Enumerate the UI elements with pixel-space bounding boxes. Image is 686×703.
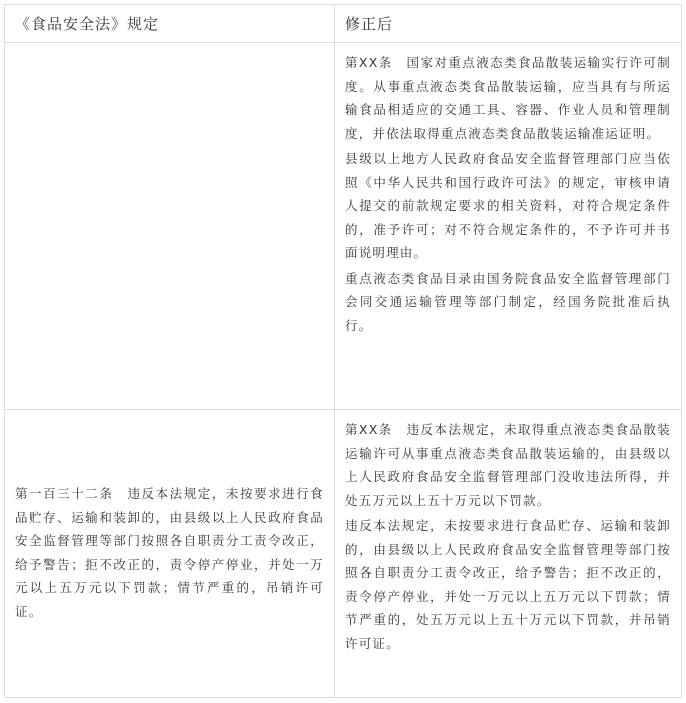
table-row xyxy=(5,410,682,698)
table-row xyxy=(5,43,682,410)
row-1-revised-cell xyxy=(335,43,682,410)
row-1-revised-paragraph: 县级以上地方人民政府食品安全监督管理部门应当依照《中华人民共和国行政许可法》的规定，审核申请人提交的前款规定要求的相关资料，对符合规定条件的，准予许可；对不符合规定条件的，不予许可并书面说明理由。 xyxy=(345,151,671,260)
header-original-law: 《食品安全法》规定 xyxy=(5,5,335,43)
header-revised: 修正后 xyxy=(335,5,682,43)
table-header-row xyxy=(5,5,682,43)
row-2-revised-paragraph: 第XX条 违反本法规定，未取得重点液态类食品散装运输许可从事重点液态类食品散装运输的，由县级以上人民政府食品安全监督管理部门没收违法所得，并处五万元以上五十万元以下罚款。 xyxy=(345,422,671,508)
row-1-revised-paragraph: 第XX条 国家对重点液态类食品散装运输实行许可制度。从事重点液态类食品散装运输，应当具有与所运输食品相适应的交通工具、容器、作业人员和管理制度，并依法取得重点液态类食品散装运输准运证明。 xyxy=(345,55,671,141)
row-1-original-cell xyxy=(5,43,335,410)
row-2-original-text: 第一百三十二条 违反本法规定，未按要求进行食品贮存、运输和装卸的，由县级以上人民政府食品安全监督管理等部门按照各自职责分工责令改正，给予警告；拒不改正的，责令停产停业，并处一万元以上五万元以下罚款；情节严重的，吊销许可证。 xyxy=(15,486,324,619)
comparison-table xyxy=(4,4,682,698)
row-2-original-cell xyxy=(5,410,335,698)
row-1-revised-paragraph: 重点液态类食品目录由国务院食品安全监督管理部门会同交通运输管理等部门制定，经国务院批准后执行。 xyxy=(345,270,671,333)
row-2-revised-paragraph: 违反本法规定，未按要求进行食品贮存、运输和装卸的，由县级以上人民政府食品安全监督管理等部门按照各自职责分工责令改正，给予警告；拒不改正的，责令停产停业，并处一万元以上五万元以下罚款；情节严重的，处五万元以上五十万元以下罚款，并吊销许可证。 xyxy=(345,518,671,651)
row-2-revised-cell xyxy=(335,410,682,698)
